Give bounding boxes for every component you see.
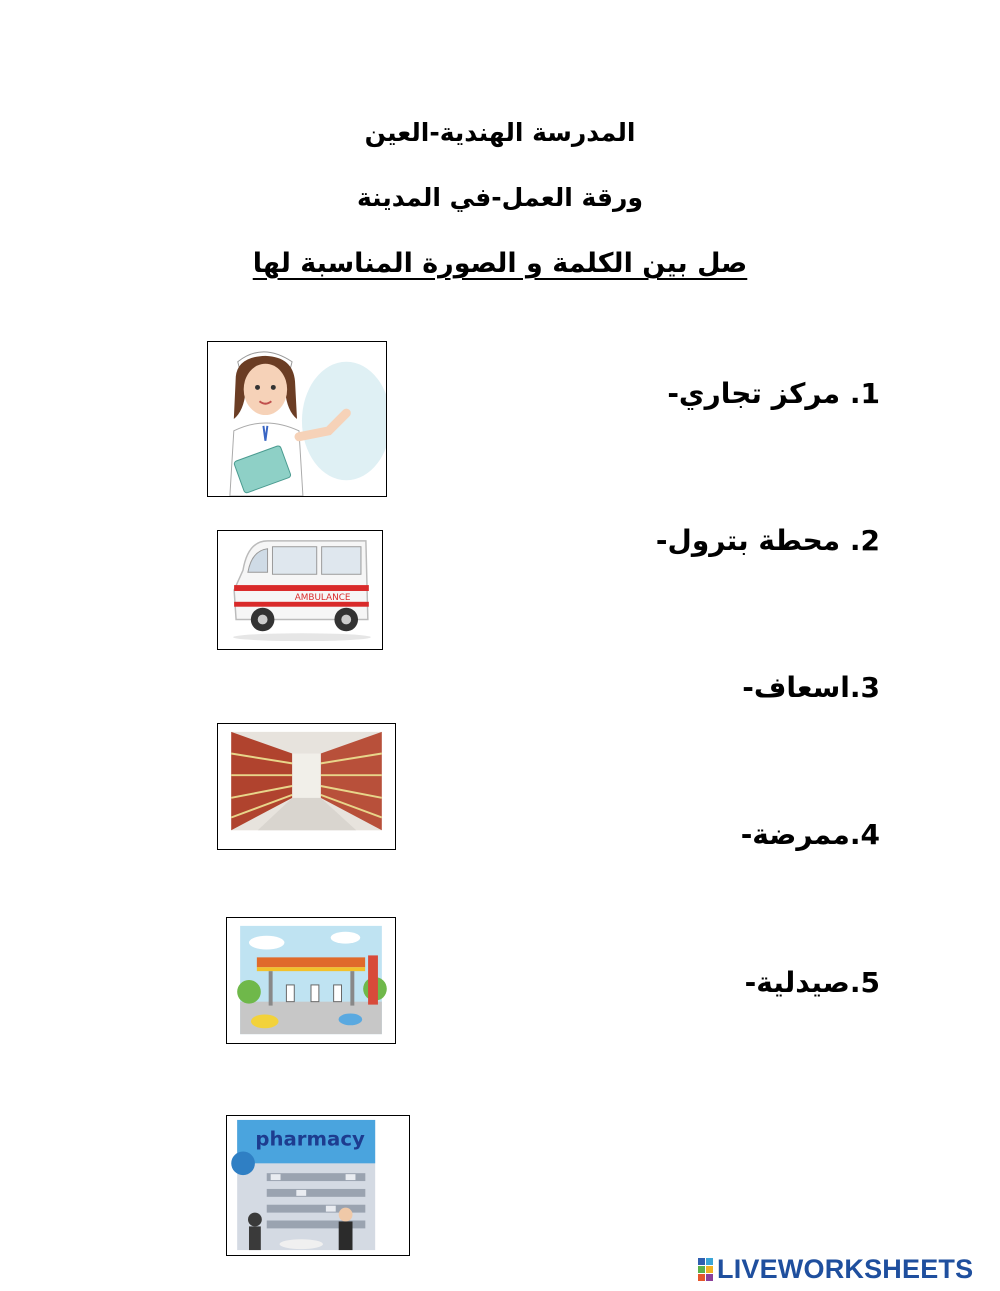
pharmacy-illustration [227, 1116, 409, 1255]
pharmacy-sign: pharmacy [255, 1127, 365, 1151]
ambulance-caption: AMBULANCE [294, 592, 351, 603]
word-item-4[interactable]: 4.ممرضة- [740, 818, 880, 851]
image-nurse[interactable] [207, 341, 387, 497]
image-ambulance[interactable] [217, 530, 383, 650]
image-pharmacy[interactable] [226, 1115, 410, 1256]
nurse-illustration [208, 342, 386, 496]
instruction: صل بين الكلمة و الصورة المناسبة لها [252, 248, 748, 279]
worksheet-title: ورقة العمل-في المدينة [357, 183, 643, 212]
word-item-1[interactable]: 1. مركز تجاري- [667, 377, 880, 410]
word-item-5[interactable]: 5.صيدلية- [744, 966, 880, 999]
image-petrol-station[interactable] [226, 917, 396, 1044]
ambulance-illustration [218, 531, 382, 649]
petrol-station-illustration [227, 918, 395, 1043]
word-item-2[interactable]: 2. محطة بترول- [655, 524, 880, 557]
brand-text: LIVEWORKSHEETS [717, 1253, 974, 1284]
logo-icon [698, 1258, 713, 1281]
liveworksheets-logo [698, 1254, 973, 1284]
school-title: المدرسة الهندية-العين [364, 118, 636, 147]
word-item-3[interactable]: 3.اسعاف- [742, 671, 880, 704]
supermarket-illustration [218, 724, 395, 849]
image-supermarket[interactable] [217, 723, 396, 850]
